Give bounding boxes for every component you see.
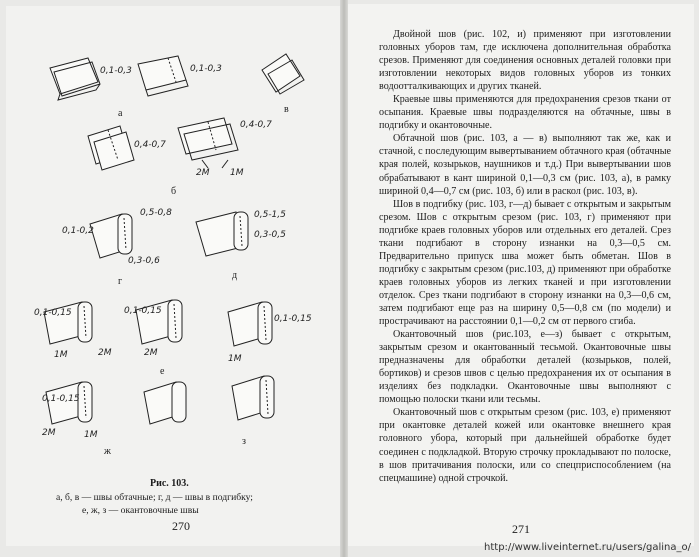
- seam-diagram-b2: [178, 118, 238, 168]
- seam-diagram-g: [90, 214, 132, 258]
- page-number-left: 270: [172, 519, 190, 533]
- dim-label: 2М: [98, 348, 112, 358]
- seam-diagram-zh2: [144, 382, 186, 424]
- dim-label: 0,1-0,15: [274, 314, 312, 324]
- paragraph: Обтачной шов (рис. 103, а — в) выполняют так же, как и стачной, с последующим вывертыванием обтачного края (обтачные края полей, козырьков, наушников и т.д.) При вывертывании шов обрабатывают в кант шириной 0,1—0,3 см (рис. 103, а), в рамку шириной 0,4—0,7 см (рис. 103, б) или в раскол (рис. 103, в).: [379, 133, 671, 197]
- dim-label: 0,1-0,3: [100, 66, 132, 76]
- dim-label: 1М: [230, 168, 244, 178]
- seam-diagram-d: [196, 212, 248, 256]
- seam-diagram-a2: [138, 56, 188, 96]
- dim-label: 1М: [54, 350, 68, 360]
- source-url-link[interactable]: http://www.liveinternet.ru/users/galina_o/: [484, 542, 691, 553]
- dim-label: 0,5-0,8: [140, 208, 172, 218]
- dim-label: 0,3-0,5: [254, 230, 286, 240]
- dim-label: 0,1-0,3: [190, 64, 222, 74]
- subfigure-letter: г: [118, 276, 123, 287]
- dim-label: 0,1-0,15: [34, 308, 72, 318]
- paragraph: Окантовочный шов (рис.103, е—з) бывает с открытым, закрытым срезом и окантованный тесьмой. Окантовочные швы предназначены для обработки деталей (козырьков, полей, бортиков) и срезов швов с целью предохранения их от осыпания в изделиях без подкладки. Окантовочные швы выполняют с помощью полоски ткани или тесьмы.: [379, 329, 671, 406]
- seam-diagram-v: [262, 54, 304, 94]
- seam-diagram-e3: [228, 302, 272, 346]
- dim-label: 1М: [228, 354, 242, 364]
- seam-diagram-z: [232, 376, 274, 420]
- paragraph: Двойной шов (рис. 102, и) применяют при изготовлении головных уборов там, где исключена дополнительная обработка срезов. Применяют для соединения основных деталей головки при изготовлении некоторых видов головных уборов из тонких водоотталкивающих и других тканей.: [379, 29, 671, 93]
- dim-label: 0,4-0,7: [134, 140, 166, 150]
- paragraph: Краевые швы применяются для предохранения срезов ткани от осыпания. Краевые швы подразделяются на обтачные, швы в подгибку и окантовочные.: [379, 94, 671, 132]
- page-number-right: 271: [512, 522, 530, 536]
- paragraph: Шов в подгибку (рис. 103, г—д) бывает с открытым и закрытым срезом. Шов с открытым срезом (рис. 103, г) применяют при подгибке краев головных уборов или отдельных его деталей. Срез ткани подгибают в сторону изнанки на 0,3—0,5 см. Предварительно припуск шва может быть обметан. Шов в подгибку с закрытым срезом (рис.103, д) применяют при обработке краев головных уборов из легких тканей и при изготовлении отделок. Срез ткани подгибают в сторону изнанки на 0,3—0,6 см, затем подгибают еще раз на ширину 0,5—0,8 см (по модели) и прострачивают на расстоянии 0,1—0,2 см от первого сгиба.: [379, 198, 671, 328]
- figure-caption-line: а, б, в — швы обтачные; г, д — швы в подгибку;: [56, 492, 253, 503]
- dim-label: 1М: [84, 430, 98, 440]
- dim-label: 2М: [42, 428, 56, 438]
- subfigure-letter: ж: [104, 446, 111, 457]
- seam-diagram-a: [50, 58, 100, 100]
- body-text: [379, 28, 671, 485]
- figure-caption-line: е, ж, з — окантовочные швы: [82, 505, 199, 516]
- dim-label: 0,5-1,5: [254, 210, 286, 220]
- dim-label: 0,3-0,6: [128, 256, 160, 266]
- dim-label: 0,1-0,15: [42, 394, 80, 404]
- dim-label: 2М: [144, 348, 158, 358]
- figure-caption-title: Рис. 103.: [150, 478, 189, 489]
- subfigure-letter: е: [160, 366, 165, 377]
- dim-label: 0,4-0,7: [240, 120, 272, 130]
- paragraph: Окантовочный шов с открытым срезом (рис. 103, е) применяют при окантовке деталей кожей или окантовке внешнего края головного убора, который при дальнейшей обработке будет соединен с подкладкой. Вторую строчку прокладывают по полоске, в шов притачивания полоски, или со спецприспособлением (на спецмашине) одной строчкой.: [379, 407, 671, 484]
- subfigure-letter: а: [118, 108, 123, 119]
- seam-diagram-b: [88, 126, 134, 170]
- subfigure-letter: з: [242, 436, 246, 447]
- subfigure-letter: в: [284, 104, 289, 115]
- dim-label: 0,1-0,2: [62, 226, 94, 236]
- subfigure-letter: д: [232, 270, 238, 281]
- dim-label: 0,1-0,15: [124, 306, 162, 316]
- subfigure-letter: б: [171, 186, 177, 197]
- dim-label: 2М: [196, 168, 210, 178]
